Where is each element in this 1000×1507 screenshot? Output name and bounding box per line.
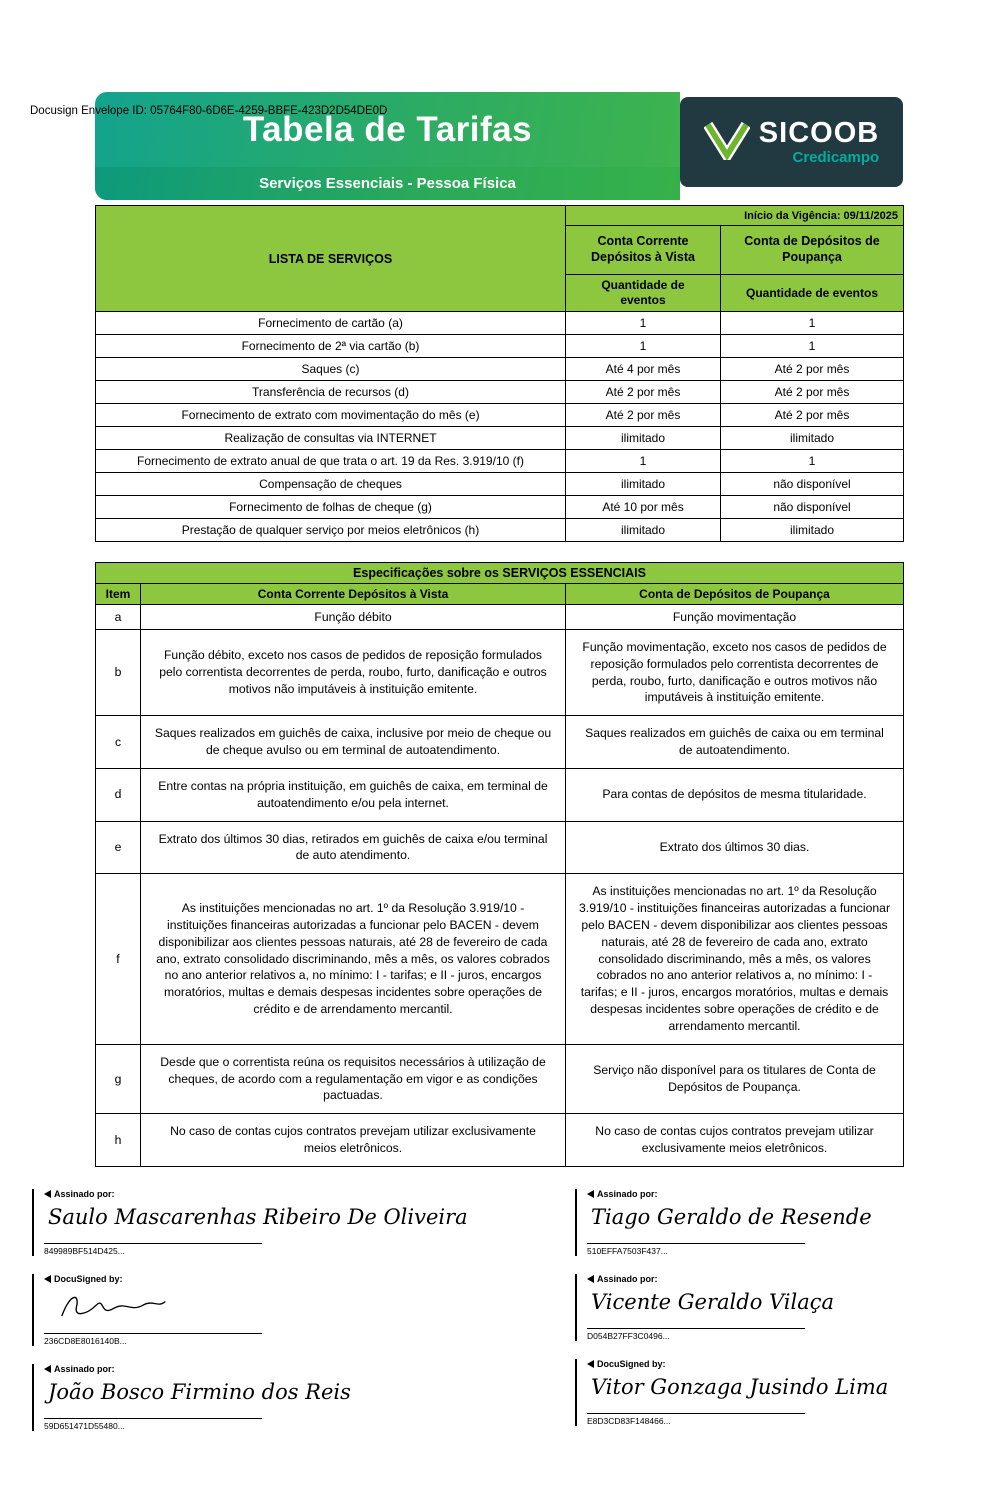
checking-spec: As instituições mencionadas no art. 1º da Resolução 3.919/10 - instituições financeiras autorizadas a funcionar pelo BACEN - devem disponibilizar aos clientes pessoas naturais, até 28 de fevereiro de cada ano, extrato consolidado discriminando, mês a mês, os valores cobrados no ano anterior relativos a, no mínimo: I - tarifas; e II - juros, encargos moratórios, multas e demais despesas incidentes sobre operações de crédito e de arrendamento mercantil. (141, 874, 566, 1044)
checking-spec: Desde que o correntista reúna os requisitos necessários à utilização de cheques, de acordo com a regulamentação em vigor e as condições pactuadas. (141, 1044, 566, 1113)
signature-label: Assinado por: (587, 1274, 905, 1284)
service-name: Prestação de qualquer serviço por meios eletrônicos (h) (96, 519, 566, 542)
item-letter: h (96, 1114, 141, 1167)
signature-id: D054B27FF3C0496... (587, 1328, 805, 1341)
service-row (96, 312, 904, 335)
savings-value: não disponível (721, 496, 904, 519)
checking-value: ilimitado (566, 473, 721, 496)
signature-label: Assinado por: (44, 1189, 472, 1199)
checking-value: 1 (566, 312, 721, 335)
savings-specs-header: Conta de Depósitos de Poupança (566, 584, 904, 605)
checking-column-header: Conta Corrente Depósitos à Vista (566, 226, 721, 275)
checking-spec: Saques realizados em guichês de caixa, inclusive por meio de cheque ou de cheque avulso ou em terminal de autoatendimento. (141, 716, 566, 769)
signature-name: Vitor Gonzaga Jusindo Lima (591, 1374, 889, 1399)
savings-value: 1 (721, 335, 904, 358)
savings-value: 1 (721, 450, 904, 473)
service-name: Realização de consultas via INTERNET (96, 427, 566, 450)
spec-row (96, 716, 904, 769)
savings-spec: Extrato dos últimos 30 dias. (566, 821, 904, 874)
specifications-title: Especificações sobre os SERVIÇOS ESSENCIAIS (96, 563, 904, 584)
item-letter: e (96, 821, 141, 874)
service-name: Compensação de cheques (96, 473, 566, 496)
signature-id: E8D3CD83F148466... (587, 1413, 805, 1426)
brand-name: SICOOB (758, 116, 880, 149)
checking-spec: Função débito (141, 605, 566, 630)
service-row (96, 427, 904, 450)
service-row (96, 519, 904, 542)
savings-column-header: Conta de Depósitos de Poupança (721, 226, 904, 275)
services-column-header: LISTA DE SERVIÇOS (96, 206, 566, 312)
service-name: Fornecimento de extrato anual de que trata o art. 19 da Res. 3.919/10 (f) (96, 450, 566, 473)
signature-name: Saulo Mascarenhas Ribeiro De Oliveira (48, 1204, 468, 1229)
signature-name: Vicente Geraldo Vilaça (591, 1289, 835, 1314)
signature-id: 236CD8E8016140B... (44, 1333, 262, 1346)
service-row (96, 450, 904, 473)
signature-id: 849989BF514D425... (44, 1243, 262, 1256)
signature-block (32, 1187, 472, 1256)
signature-block (575, 1357, 905, 1426)
service-row (96, 358, 904, 381)
savings-spec: Função movimentação, exceto nos casos de pedidos de reposição formulados pelo correntista decorrentes de perda, roubo, furto, danificação e outros motivos não imputáveis à instituição emitente. (566, 630, 904, 716)
envelope-id: Docusign Envelope ID: 05764F80-6D6E-4259-BBFE-423D2D54DE0D (30, 105, 388, 117)
item-letter: b (96, 630, 141, 716)
signature-name: João Bosco Firmino dos Reis (48, 1379, 351, 1404)
item-column-header: Item (96, 584, 141, 605)
savings-spec: Saques realizados em guichês de caixa ou em terminal de autoatendimento. (566, 716, 904, 769)
signature-label: Assinado por: (44, 1364, 472, 1374)
item-letter: f (96, 874, 141, 1044)
spec-row (96, 768, 904, 821)
signature-scribble (44, 1284, 472, 1333)
service-row (96, 473, 904, 496)
savings-spec: Serviço não disponível para os titulares de Conta de Depósitos de Poupança. (566, 1044, 904, 1113)
page-subtitle: Serviços Essenciais - Pessoa Física (95, 167, 680, 200)
item-letter: d (96, 768, 141, 821)
savings-qty-header: Quantidade de eventos (721, 275, 904, 312)
item-letter: g (96, 1044, 141, 1113)
signature-label: Assinado por: (587, 1189, 905, 1199)
document-body (95, 92, 903, 1167)
page-title: Tabela de Tarifas (242, 109, 533, 149)
checking-value: ilimitado (566, 519, 721, 542)
service-row (96, 381, 904, 404)
checking-value: Até 4 por mês (566, 358, 721, 381)
spec-row (96, 1114, 904, 1167)
savings-value: Até 2 por mês (721, 358, 904, 381)
signature-block (575, 1187, 905, 1256)
signature-label: DocuSigned by: (44, 1274, 472, 1284)
signature-name: Tiago Geraldo de Resende (591, 1204, 872, 1229)
savings-spec: Para contas de depósitos de mesma titularidade. (566, 768, 904, 821)
spec-row (96, 821, 904, 874)
specifications-table (95, 562, 904, 1167)
signature-block (575, 1272, 905, 1341)
service-name: Transferência de recursos (d) (96, 381, 566, 404)
brand-subname: Credicampo (792, 148, 880, 166)
checking-value: ilimitado (566, 427, 721, 450)
checking-specs-header: Conta Corrente Depósitos à Vista (141, 584, 566, 605)
checking-spec: Função débito, exceto nos casos de pedidos de reposição formulados pelo correntista decorrentes de perda, roubo, furto, danificação e outros motivos não imputáveis à instituição emitente. (141, 630, 566, 716)
service-name: Fornecimento de 2ª via cartão (b) (96, 335, 566, 358)
service-name: Fornecimento de cartão (a) (96, 312, 566, 335)
checking-spec: Entre contas na própria instituição, em guichês de caixa, em terminal de autoatendimento e/ou pela internet. (141, 768, 566, 821)
savings-spec: Função movimentação (566, 605, 904, 630)
checking-value: Até 10 por mês (566, 496, 721, 519)
savings-value: ilimitado (721, 427, 904, 450)
checking-value: 1 (566, 335, 721, 358)
checking-value: Até 2 por mês (566, 381, 721, 404)
savings-value: 1 (721, 312, 904, 335)
signature-id: 510EFFA7503F437... (587, 1243, 805, 1256)
sicoob-v-icon (704, 120, 750, 165)
spec-row (96, 605, 904, 630)
service-name: Fornecimento de extrato com movimentação do mês (e) (96, 404, 566, 427)
item-letter: a (96, 605, 141, 630)
signature-id: 59D651471D55480... (44, 1418, 262, 1431)
checking-spec: No caso de contas cujos contratos prevejam utilizar exclusivamente meios eletrônicos. (141, 1114, 566, 1167)
validity-label: Início da Vigência: 09/11/2025 (566, 206, 904, 226)
sicoob-logo (680, 97, 903, 187)
savings-value: ilimitado (721, 519, 904, 542)
checking-value: Até 2 por mês (566, 404, 721, 427)
signature-block (32, 1272, 472, 1346)
savings-value: Até 2 por mês (721, 381, 904, 404)
service-row (96, 335, 904, 358)
signatures-left-column (32, 1187, 472, 1431)
checking-spec: Extrato dos últimos 30 dias, retirados em guichês de caixa e/ou terminal de auto atendimento. (141, 821, 566, 874)
spec-row (96, 630, 904, 716)
signature-label: DocuSigned by: (587, 1359, 905, 1369)
signature-block (32, 1362, 472, 1431)
checking-value: 1 (566, 450, 721, 473)
spec-row (96, 874, 904, 1044)
item-letter: c (96, 716, 141, 769)
savings-spec: No caso de contas cujos contratos prevejam utilizar exclusivamente meios eletrônicos. (566, 1114, 904, 1167)
savings-spec: As instituições mencionadas no art. 1º da Resolução 3.919/10 - instituições financeiras autorizadas a funcionar pelo BACEN - devem disponibilizar aos clientes pessoas naturais, até 28 de fevereiro de cada ano, extrato consolidado discriminando, mês a mês, os valores cobrados no ano anterior relativos a, no mínimo: I - tarifas; e II - juros, encargos moratórios, multas e demais despesas incidentes sobre operações de crédito e de arrendamento mercantil. (566, 874, 904, 1044)
signatures-right-column (575, 1187, 905, 1431)
service-name: Saques (c) (96, 358, 566, 381)
savings-value: Até 2 por mês (721, 404, 904, 427)
signatures-section (32, 1187, 905, 1431)
services-table (95, 205, 904, 542)
service-name: Fornecimento de folhas de cheque (g) (96, 496, 566, 519)
savings-value: não disponível (721, 473, 904, 496)
service-row (96, 496, 904, 519)
service-row (96, 404, 904, 427)
checking-qty-header: Quantidade de eventos (566, 275, 721, 312)
spec-row (96, 1044, 904, 1113)
